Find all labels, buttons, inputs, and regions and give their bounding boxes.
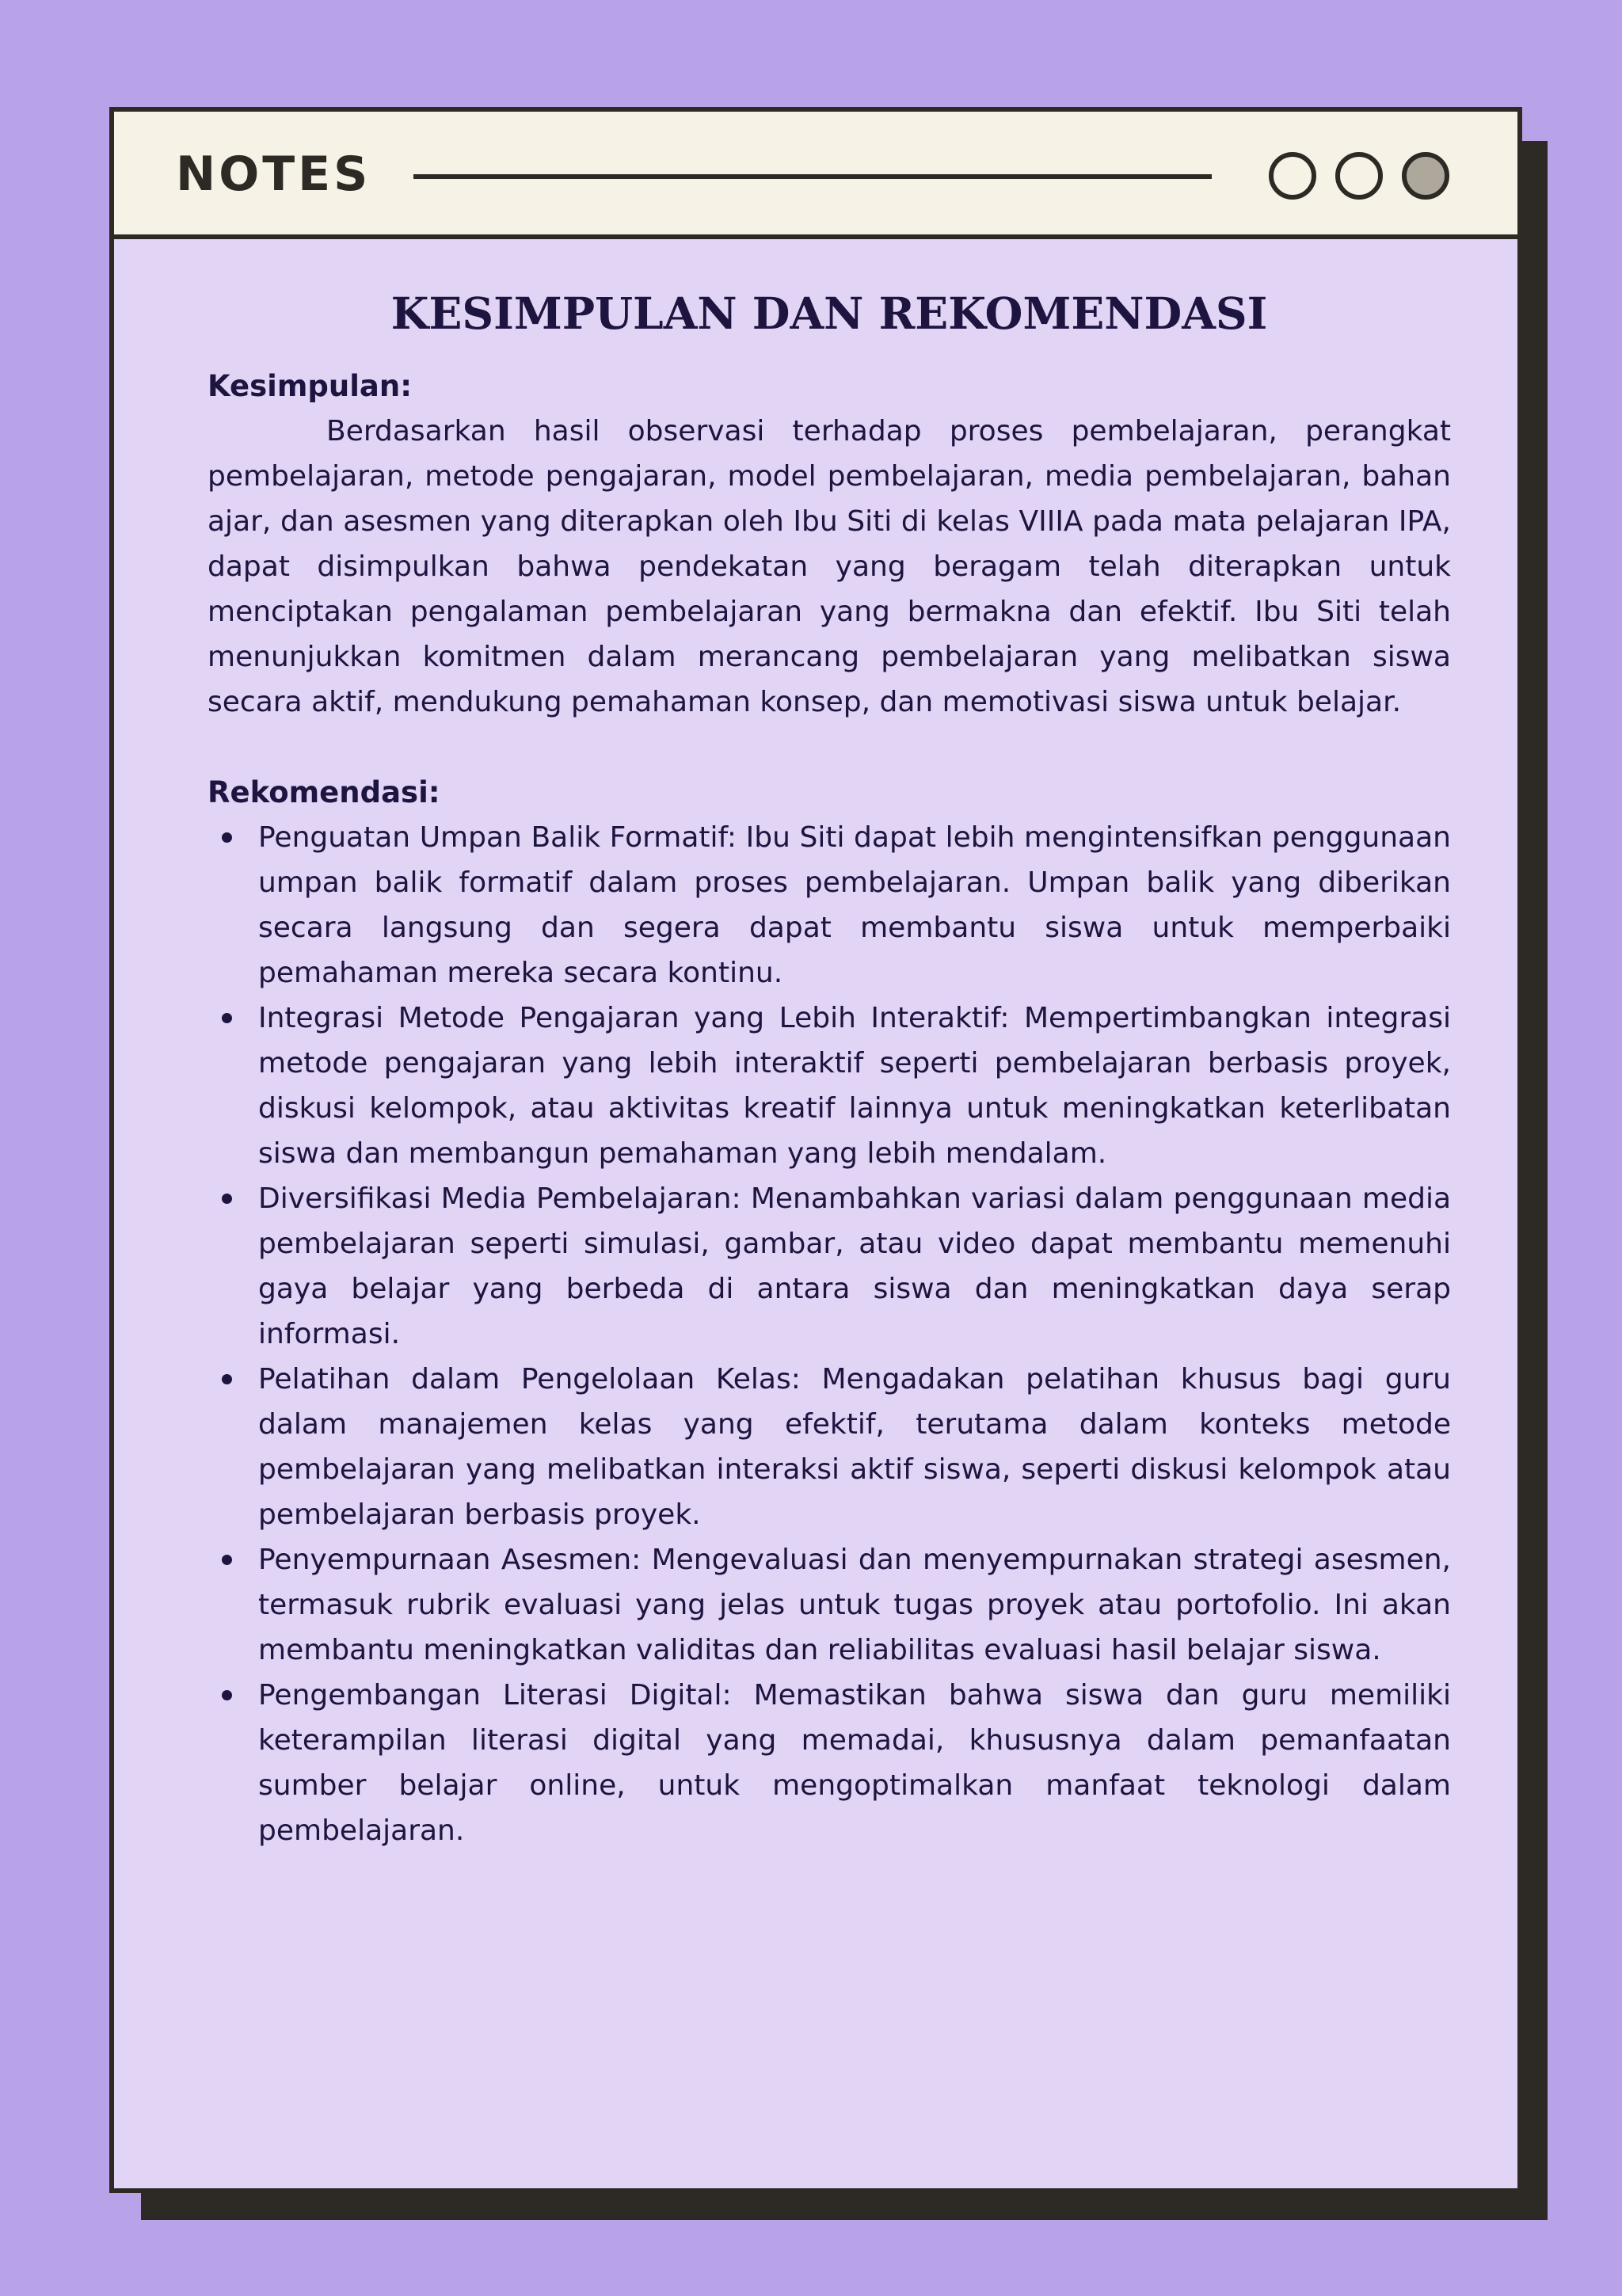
bullet-icon — [222, 1555, 232, 1565]
notes-card — [109, 107, 1522, 2193]
circle-icon — [1335, 152, 1383, 200]
circle-icon — [1269, 152, 1316, 200]
notes-title: NOTES — [176, 147, 371, 202]
recommendations-list — [208, 815, 1451, 1853]
list-item-text: Penyempurnaan Asesmen: Mengevaluasi dan menyempurnakan strategi asesmen, termasuk rubrik evaluasi yang jelas untuk tugas proyek atau portofolio. Ini akan membantu meningkatkan validitas dan reliabilitas evaluasi hasil belajar siswa. — [258, 1544, 1451, 1666]
recommendations-heading: Rekomendasi: — [208, 775, 440, 809]
document-title: KESIMPULAN DAN REKOMENDASI — [390, 287, 1268, 339]
conclusion-paragraph: Berdasarkan hasil observasi terhadap proses pembelajaran, perangkat pembelajaran, metode pengajaran, model pembelajaran, media pembelajaran, bahan ajar, dan asesmen yang diterapkan oleh Ibu Siti di kelas VIIIA pada mata pelajaran IPA, dapat disimpulkan bahwa pendekatan yang beragam telah diterapkan untuk menciptakan pengalaman pembelajaran yang bermakna dan efektif. Ibu Siti telah menunjukkan komitmen dalam merancang pembelajaran yang melibatkan siswa secara aktif, mendukung pemahaman konsep, dan memotivasi siswa untuk belajar. — [208, 415, 1451, 718]
list-item-text: Diversifikasi Media Pembelajaran: Menambahkan variasi dalam penggunaan media pembelajaran seperti simulasi, gambar, atau video dapat membantu memenuhi gaya belajar yang berbeda di antara siswa dan meningkatkan daya serap informasi. — [258, 1182, 1451, 1350]
list-item-text: Pelatihan dalam Pengelolaan Kelas: Mengadakan pelatihan khusus bagi guru dalam manajemen kelas yang efektif, terutama dalam konteks metode pembelajaran yang melibatkan interaksi aktif siswa, seperti diskusi kelompok atau pembelajaran berbasis proyek. — [258, 1363, 1451, 1531]
list-item — [258, 815, 1451, 996]
section-spacer — [208, 725, 1451, 770]
list-item — [258, 1673, 1451, 1853]
list-item-text: Pengembangan Literasi Digital: Memastikan bahwa siswa dan guru memiliki keterampilan literasi digital yang memadai, khususnya dalam pemanfaatan sumber belajar online, untuk mengoptimalkan manfaat teknologi dalam pembelajaran. — [258, 1679, 1451, 1847]
filled-circle-icon — [1402, 152, 1449, 200]
list-item-text: Penguatan Umpan Balik Formatif: Ibu Siti dapat lebih mengintensifkan penggunaan umpan balik formatif dalam proses pembelajaran. Umpan balik yang diberikan secara langsung dan segera dapat membantu siswa untuk memperbaiki pemahaman mereka secara kontinu. — [258, 821, 1451, 989]
list-item — [258, 1537, 1451, 1673]
bullet-icon — [222, 1013, 232, 1023]
notes-header — [114, 112, 1517, 239]
bullet-icon — [222, 1194, 232, 1204]
bullet-icon — [222, 1374, 232, 1384]
list-item — [258, 996, 1451, 1176]
list-item — [258, 1357, 1451, 1537]
conclusion-heading: Kesimpulan: — [208, 369, 412, 403]
list-item-text: Integrasi Metode Pengajaran yang Lebih Interaktif: Mempertimbangkan integrasi metode pengajaran yang lebih interaktif seperti pembelajaran berbasis proyek, diskusi kelompok, atau aktivitas kreatif lainnya untuk meningkatkan keterlibatan siswa dan membangun pemahaman yang lebih mendalam. — [258, 1002, 1451, 1170]
list-item — [258, 1176, 1451, 1357]
bullet-icon — [222, 1690, 232, 1700]
document-body — [208, 286, 1451, 1853]
bullet-icon — [222, 832, 232, 843]
header-divider-line — [413, 174, 1212, 179]
